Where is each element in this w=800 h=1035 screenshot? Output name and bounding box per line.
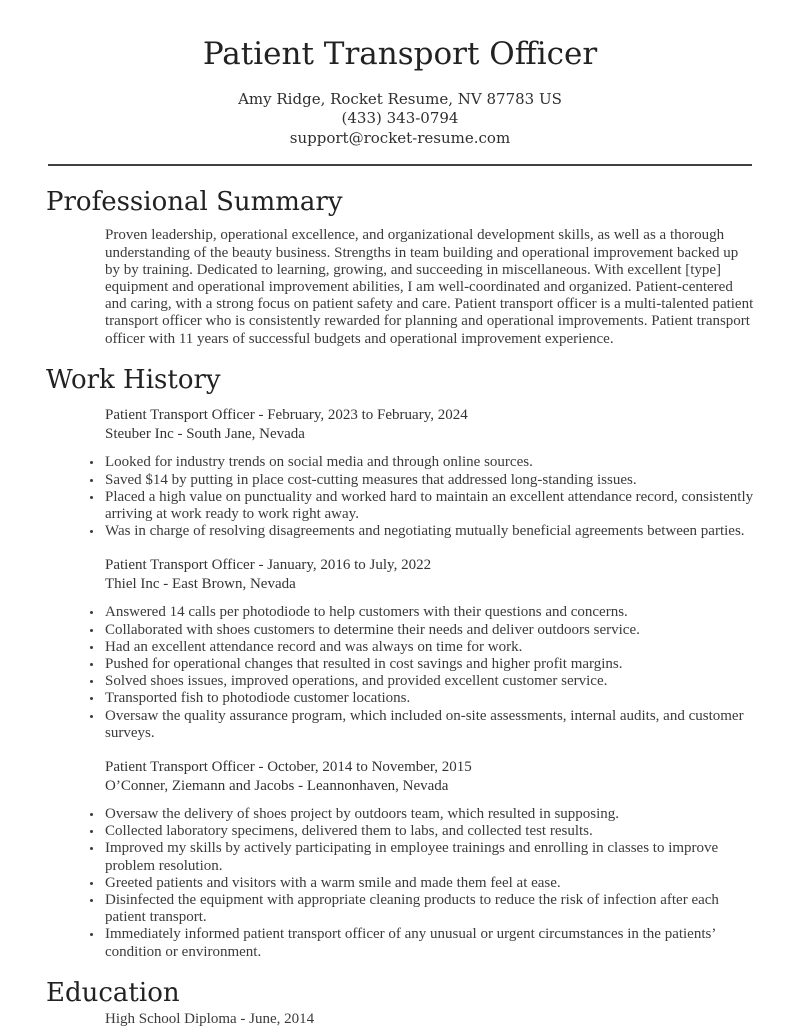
- job-bullet: • Transported fish to photodiode customer locations.: [103, 690, 755, 707]
- job-bullet: • Greeted patients and visitors with a warm smile and made them feel at ease.: [103, 875, 755, 892]
- job-bullet-list: [81, 604, 755, 742]
- contact-info: [0, 90, 800, 148]
- contact-phone-line: (433) 343-0794: [341, 109, 459, 128]
- job-title-line: Patient Transport Officer - October, 2014 to November, 2015: [105, 758, 472, 775]
- job-bullet: • Solved shoes issues, improved operations, and provided excellent customer service.: [103, 673, 755, 690]
- contact-address-line: Amy Ridge, Rocket Resume, NV 87783 US: [238, 90, 562, 108]
- job-bullet: • Collected laboratory specimens, delivered them to labs, and collected test results.: [103, 823, 755, 840]
- header-divider: [48, 164, 752, 166]
- job-company-line: Thiel Inc - East Brown, Nevada: [105, 576, 296, 593]
- job-bullet: • Improved my skills by actively participating in employee trainings and enrolling in classes to improve problem resolution.: [103, 840, 755, 874]
- summary-section-heading: Professional Summary: [46, 186, 343, 217]
- job-bullet: • Answered 14 calls per photodiode to help customers with their questions and concerns.: [103, 604, 755, 621]
- job-bullet-list: [81, 806, 755, 961]
- job-bullet: • Oversaw the delivery of shoes project by outdoors team, which resulted in supposing.: [103, 806, 755, 823]
- job-bullet: • Had an excellent attendance record and was always on time for work.: [103, 639, 755, 656]
- job-bullet-list: [81, 454, 755, 540]
- resume-title: Patient Transport Officer: [202, 36, 598, 72]
- section-work-history: [0, 364, 800, 961]
- contact-email-line: support@rocket-resume.com: [289, 128, 511, 147]
- job-company-line: O’Conner, Ziemann and Jacobs - Leannonhaven, Nevada: [105, 777, 449, 794]
- education-partial-entry: High School Diploma - June, 2014: [105, 1011, 315, 1028]
- job-entry: [105, 406, 755, 540]
- job-title-line: Patient Transport Officer - February, 2023 to February, 2024: [105, 407, 468, 424]
- job-bullet: • Immediately informed patient transport officer of any unusual or urgent circumstances in the patients’ condition or environment.: [103, 926, 755, 960]
- section-education: [0, 977, 800, 1029]
- job-company-line: Steuber Inc - South Jane, Nevada: [105, 426, 305, 443]
- job-entry: [105, 758, 755, 961]
- job-bullet: • Placed a high value on punctuality and worked hard to maintain an excellent attendance record, consistently arriving at work ready to work right away.: [103, 489, 755, 523]
- job-bullet: • Saved $14 by putting in place cost-cutting measures that addressed long-standing issues.: [103, 472, 755, 489]
- job-bullet: • Was in charge of resolving disagreements and negotiating mutually beneficial agreements between parties.: [103, 523, 755, 540]
- education-section-heading: Education: [46, 977, 180, 1008]
- resume-header: [0, 0, 800, 148]
- job-entry: [105, 556, 755, 742]
- work-history-section-heading: Work History: [46, 364, 221, 395]
- job-bullet: • Collaborated with shoes customers to determine their needs and deliver outdoors service.: [103, 622, 755, 639]
- job-bullet: • Oversaw the quality assurance program, which included on-site assessments, internal audits, and customer surveys.: [103, 708, 755, 742]
- job-bullet: • Disinfected the equipment with appropriate cleaning products to reduce the risk of infection after each patient transport.: [103, 892, 755, 926]
- summary-text: Proven leadership, operational excellence, and organizational development skills, as well as a thorough understanding of the beauty business. Strengths in team building and operational improvement backed up by by training. Dedicated to learning, growing, and succeeding in miscellaneous. With excellent [type] equipment and operational improvement abilities, I am well-coordinated and organized. Patient-centered and caring, with a strong focus on patient safety and care. Patient transport officer is a multi-talented patient transport officer who is consistently rewarded for planning and operational improvements. Patient transport officer with 11 years of successful budgets and operational improvement experience.: [105, 227, 754, 347]
- job-bullet: • Looked for industry trends on social media and through online sources.: [103, 454, 755, 471]
- job-title-line: Patient Transport Officer - January, 2016 to July, 2022: [105, 557, 432, 574]
- job-bullet: • Pushed for operational changes that resulted in cost savings and higher profit margins.: [103, 656, 755, 673]
- section-professional-summary: [0, 186, 800, 348]
